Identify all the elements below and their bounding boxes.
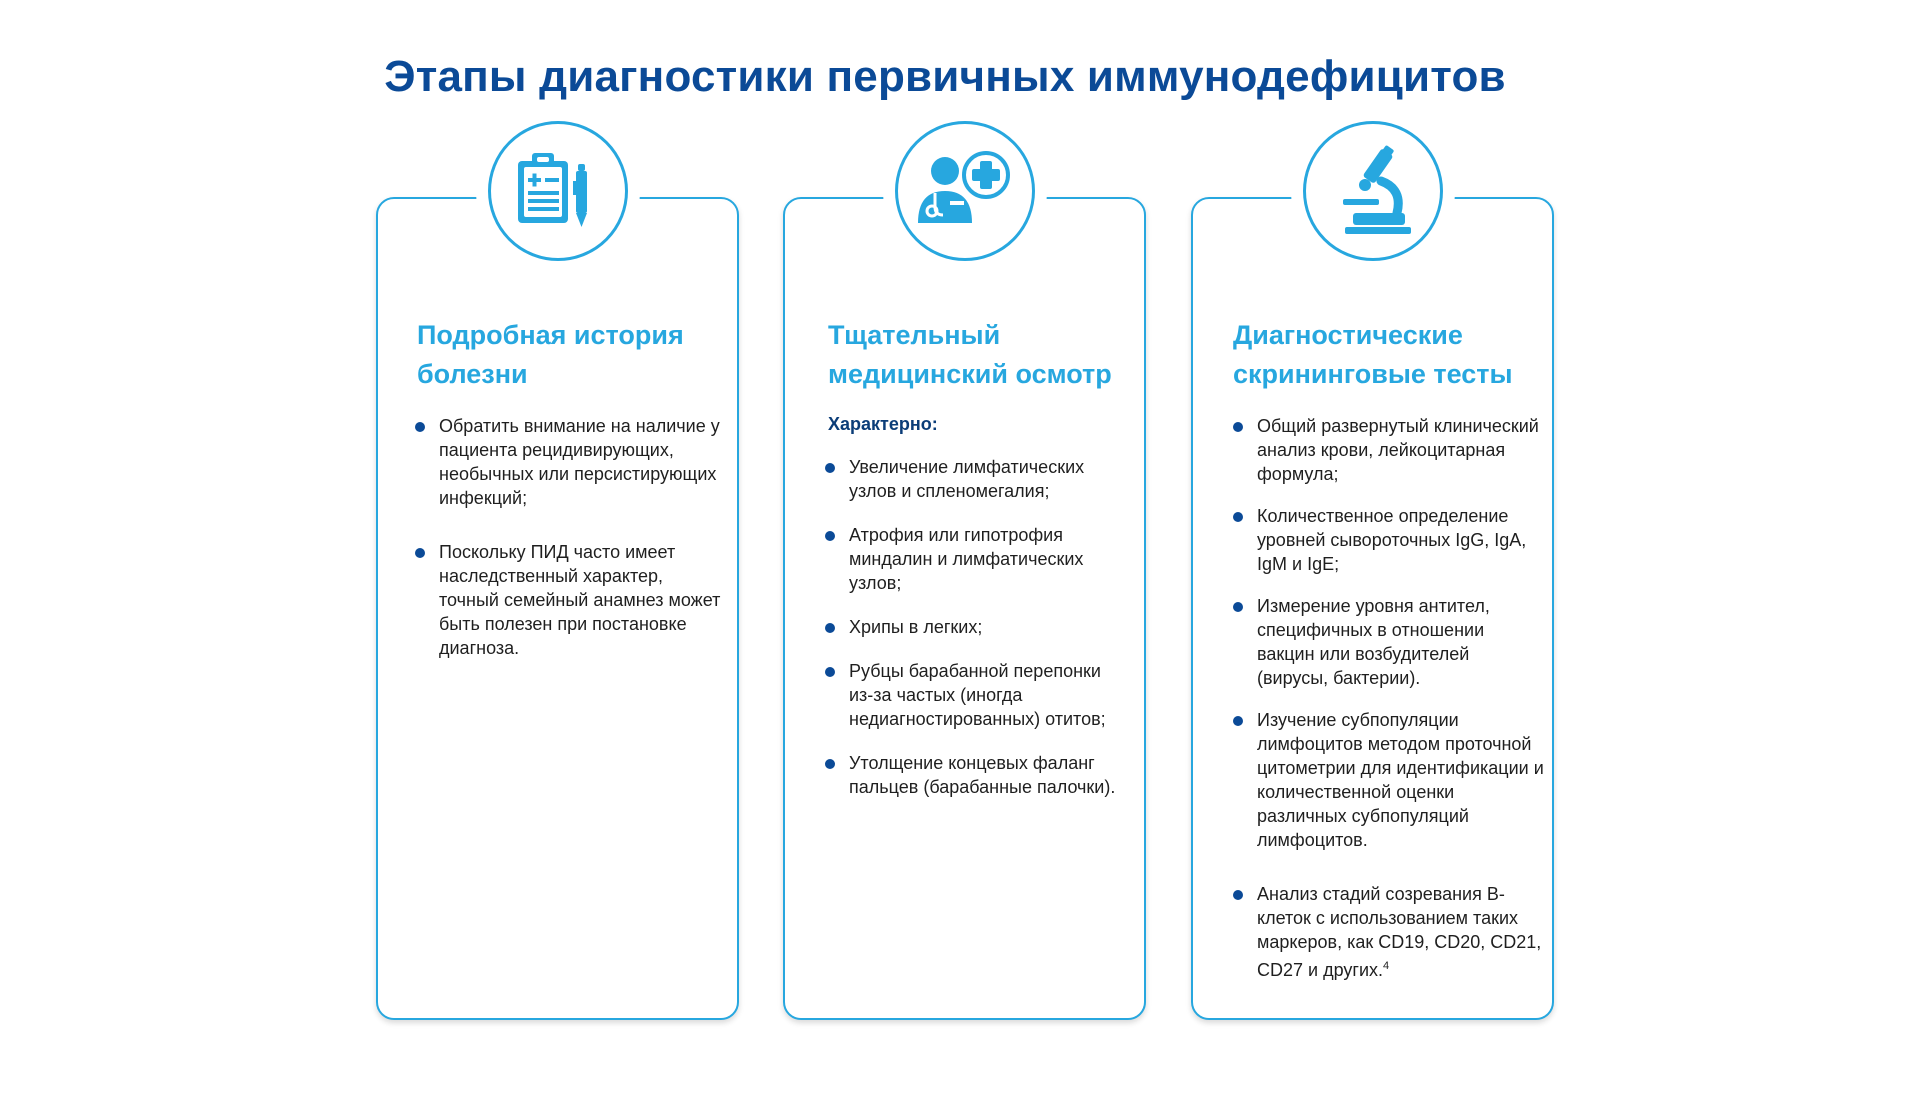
- doctor-plus-icon: [910, 141, 1020, 241]
- card-title-line: Подробная история: [417, 320, 684, 350]
- list-item: Общий развернутый клинический анализ крови, лейкоцитарная формула;: [1233, 414, 1544, 486]
- clipboard-icon-circle: [488, 121, 628, 261]
- card-title: [828, 316, 1130, 394]
- card-medical-history: [376, 197, 739, 1020]
- list-item: Рубцы барабанной перепонки из-за частых (иногда недиагностированных) отитов;: [825, 659, 1130, 731]
- bullet-list: [1233, 414, 1544, 982]
- bullet-list: [415, 414, 723, 660]
- list-item-text: Анализ стадий созревания В-клеток с использованием таких маркеров, как CD19, CD20, CD21, CD27 и других.: [1257, 884, 1542, 980]
- card-title: [1233, 316, 1538, 394]
- card-title-line: Тщательный: [828, 320, 1001, 350]
- list-item-text: Изучение субпопуляции лимфоцитов методом проточной цитометрии для идентификации и количественной оценки различных субпопуляций лимфоцитов.: [1257, 710, 1544, 850]
- list-item: Утолщение концевых фаланг пальцев (барабанные палочки).: [825, 751, 1130, 799]
- list-item: Количественное определение уровней сывороточных IgG, IgA, IgM и IgE;: [1233, 504, 1544, 576]
- list-item: Увеличение лимфатических узлов и спленомегалия;: [825, 455, 1130, 503]
- card-body: [825, 414, 1130, 819]
- card-title: [417, 316, 723, 394]
- microscope-icon: [1323, 141, 1423, 241]
- page-title: Этапы диагностики первичных иммунодефицитов: [384, 52, 1506, 101]
- list-item: Обратить внимание на наличие у пациента рецидивирующих, необычных или персистирующих инфекций;: [415, 414, 723, 510]
- card-body: [1233, 414, 1544, 1000]
- footnote-marker: 4: [1383, 960, 1390, 972]
- list-item: Хрипы в легких;: [825, 615, 1130, 639]
- list-item: [1233, 882, 1544, 982]
- microscope-icon-circle: [1303, 121, 1443, 261]
- bullet-list: [825, 455, 1130, 799]
- list-item: Поскольку ПИД часто имеет наследственный характер, точный семейный анамнез может быть полезен при постановке диагноза.: [415, 540, 723, 660]
- card-title-line: медицинский осмотр: [828, 359, 1112, 389]
- card-intro: Характерно:: [828, 414, 938, 434]
- card-title-line: скрининговые тесты: [1233, 359, 1513, 389]
- list-item: Измерение уровня антител, специфичных в отношении вакцин или возбудителей (вирусы, бактерии).: [1233, 594, 1544, 690]
- card-title-line: Диагностические: [1233, 320, 1463, 350]
- doctor-icon-circle: [895, 121, 1035, 261]
- card-title-line: болезни: [417, 359, 528, 389]
- list-item: Атрофия или гипотрофия миндалин и лимфатических узлов;: [825, 523, 1130, 595]
- card-body: [415, 414, 723, 690]
- list-item: [1233, 708, 1544, 852]
- card-physical-exam: [783, 197, 1146, 1020]
- clipboard-icon: [508, 141, 608, 241]
- card-screening-tests: [1191, 197, 1554, 1020]
